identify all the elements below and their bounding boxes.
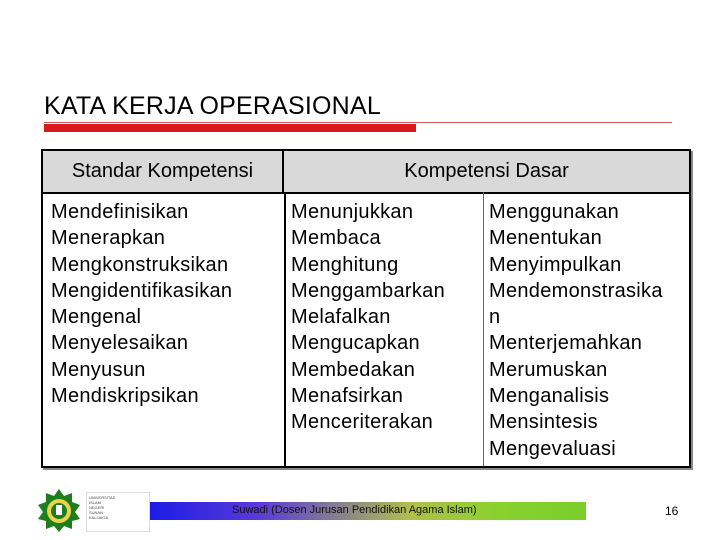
verb-item: Menterjemahkan [489, 332, 643, 355]
verb-item: Menerapkan [51, 227, 166, 250]
kompetensi-dasar-list-2 [489, 199, 663, 462]
title-underline-accent [44, 124, 416, 132]
title-underline-thin [44, 122, 672, 123]
verb-item: Mengkonstruksikan [51, 253, 229, 276]
slide-title: KATA KERJA OPERASIONAL [44, 92, 381, 120]
verb-item: Mengucapkan [291, 332, 420, 355]
verb-item: Menunjukkan [291, 201, 414, 223]
verb-item: Melafalkan [291, 306, 391, 329]
verb-item: Menggunakan [489, 201, 620, 223]
verb-item: Mendefinisikan [51, 201, 189, 223]
verb-item: Mengevaluasi [489, 437, 617, 460]
column-divider-main [284, 192, 286, 466]
verb-item: Merumuskan [489, 358, 608, 381]
column-divider-sub [483, 192, 484, 466]
footer-credit: Suwadi (Dosen Jurusan Pendidikan Agama Islam) [232, 504, 477, 516]
verb-item: Menceriterakan [291, 411, 434, 434]
verb-item: Mendiskripsikan [51, 385, 199, 408]
verb-item: Menggambarkan [291, 279, 445, 302]
verb-item: Menyimpulkan [489, 253, 622, 276]
university-name-card [86, 492, 150, 532]
kata-kerja-table [41, 149, 691, 468]
card-line: SUNAN [89, 510, 104, 515]
verb-item: Menganalisis [489, 385, 610, 408]
verb-item: Membaca [291, 227, 381, 250]
card-line: KALIJAGA [89, 515, 109, 520]
verb-item: Menyelesaikan [51, 332, 189, 355]
card-line: UNIVERSITAS [89, 495, 116, 500]
card-line: NEGERI [89, 505, 105, 510]
verb-item: Mengenal [51, 306, 142, 329]
standar-kompetensi-list [51, 199, 232, 409]
header-divider [43, 192, 689, 194]
kompetensi-dasar-list-1 [291, 199, 445, 436]
header-standar-kompetensi: Standar Kompetensi [43, 151, 284, 192]
verb-item: Mendemonstrasika [489, 279, 663, 302]
verb-item: Menafsirkan [291, 385, 404, 408]
card-line: ISLAM [89, 500, 102, 505]
verb-item: Menghitung [291, 253, 399, 276]
verb-item: Membedakan [291, 358, 416, 381]
verb-item: Mengidentifikasikan [51, 279, 233, 302]
verb-item: Menentukan [489, 227, 603, 250]
header-kompetensi-dasar: Kompetensi Dasar [284, 151, 689, 192]
verb-item: Menyusun [51, 358, 146, 381]
university-seal-icon [36, 488, 82, 532]
verb-item: n [489, 306, 501, 329]
verb-item: Mensintesis [489, 411, 598, 434]
page-number: 16 [665, 504, 679, 518]
